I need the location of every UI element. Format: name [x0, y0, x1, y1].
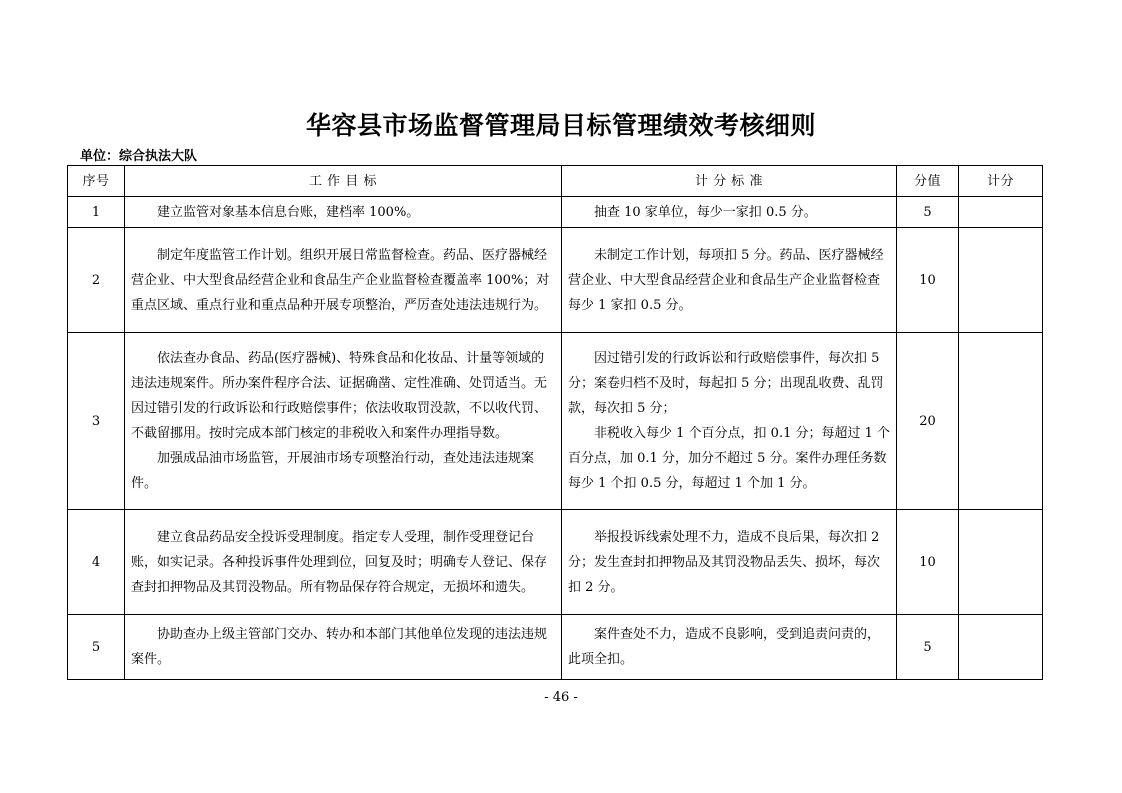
header-points: 分值 [897, 166, 959, 197]
standard-paragraph: 因过错引发的行政诉讼和行政赔偿事件，每次扣 5 分；案卷归档不及时，每起扣 5 分；出现乱收费、乱罚款，每次扣 5 分； [568, 351, 884, 416]
goal-paragraph: 协助查办上级主管部门交办、转办和本部门其他单位发现的违法违规案件。 [131, 627, 548, 667]
goal-paragraph: 制定年度监管工作计划。组织开展日常监督检查。药品、医疗器械经营企业、中大型食品经营企业和食品生产企业监督检查覆盖率 100%；对重点区域、重点行业和重点品种开展专项整治，严厉查处违法违规行为。 [131, 247, 550, 313]
row-score[interactable] [959, 510, 1043, 615]
page-number: - 46 - [544, 690, 578, 705]
row-standard [562, 333, 897, 510]
row-standard [562, 228, 897, 333]
row-standard [562, 510, 897, 615]
row-no: 5 [68, 615, 125, 680]
row-score[interactable] [959, 228, 1043, 333]
row-no: 2 [68, 228, 125, 333]
header-standard: 计 分 标 准 [562, 166, 897, 197]
table-row [68, 228, 1043, 333]
row-no: 3 [68, 333, 125, 510]
goal-paragraph: 依法查办食品、药品(医疗器械)、特殊食品和化妆品、计量等领域的违法违规案件。所办案件程序合法、证据确凿、定性准确、处罚适当。无因过错引发的行政诉讼和行政赔偿事件；依法收取罚没款，不以收代罚、不截留挪用。按时完成本部门核定的非税收入和案件办理指导数。 [131, 351, 548, 441]
row-goal [125, 228, 562, 333]
standard-paragraph: 举报投诉线索处理不力，造成不良后果，每次扣 2 分；发生查封扣押物品及其罚没物品丢失、损坏，每次扣 2 分。 [568, 529, 881, 595]
row-goal [125, 333, 562, 510]
unit-label: 单位：综合执法大队 [80, 149, 198, 164]
standard-paragraph: 抽查 10 家单位，每少一家扣 0.5 分。 [594, 204, 817, 220]
row-points: 10 [897, 228, 959, 333]
row-points: 10 [897, 510, 959, 615]
row-no: 1 [68, 197, 125, 228]
row-points: 5 [897, 197, 959, 228]
header-goal: 工 作 目 标 [125, 166, 562, 197]
table-header-row [68, 166, 1043, 197]
row-goal [125, 197, 562, 228]
table-row [68, 333, 1043, 510]
goal-paragraph: 建立监管对象基本信息台账，建档率 100%。 [157, 204, 420, 220]
page-title: 华容县市场监督管理局目标管理绩效考核细则 [305, 111, 816, 140]
table-row [68, 197, 1043, 228]
header-no: 序号 [68, 166, 125, 197]
row-goal [125, 510, 562, 615]
row-score[interactable] [959, 333, 1043, 510]
goal-paragraph: 加强成品油市场监管，开展油市场专项整治行动，查处违法违规案件。 [131, 451, 535, 491]
standard-paragraph: 未制定工作计划，每项扣 5 分。药品、医疗器械经营企业、中大型食品经营企业和食品生产企业监督检查每少 1 家扣 0.5 分。 [568, 247, 884, 313]
row-score[interactable] [959, 197, 1043, 228]
row-points: 5 [897, 615, 959, 680]
row-no: 4 [68, 510, 125, 615]
header-score: 计分 [959, 166, 1043, 197]
table-row [68, 510, 1043, 615]
assessment-table [67, 165, 1043, 680]
standard-paragraph: 非税收入每少 1 个百分点，扣 0.1 分；每超过 1 个百分点，加 0.1 分，加分不超过 5 分。案件办理任务数每少 1 个扣 0.5 分，每超过 1 个加 1 分。 [568, 426, 891, 491]
row-goal [125, 615, 562, 680]
row-standard [562, 615, 897, 680]
goal-paragraph: 建立食品药品安全投诉受理制度。指定专人受理，制作受理登记台账，如实记录。各种投诉事件处理到位，回复及时；明确专人登记、保存查封扣押物品及其罚没物品。所有物品保存符合规定，无损坏和遗失。 [131, 529, 548, 595]
table-row [68, 615, 1043, 680]
row-points: 20 [897, 333, 959, 510]
row-standard [562, 197, 897, 228]
row-score[interactable] [959, 615, 1043, 680]
standard-paragraph: 案件查处不力，造成不良影响，受到追责问责的，此项全扣。 [568, 627, 881, 667]
